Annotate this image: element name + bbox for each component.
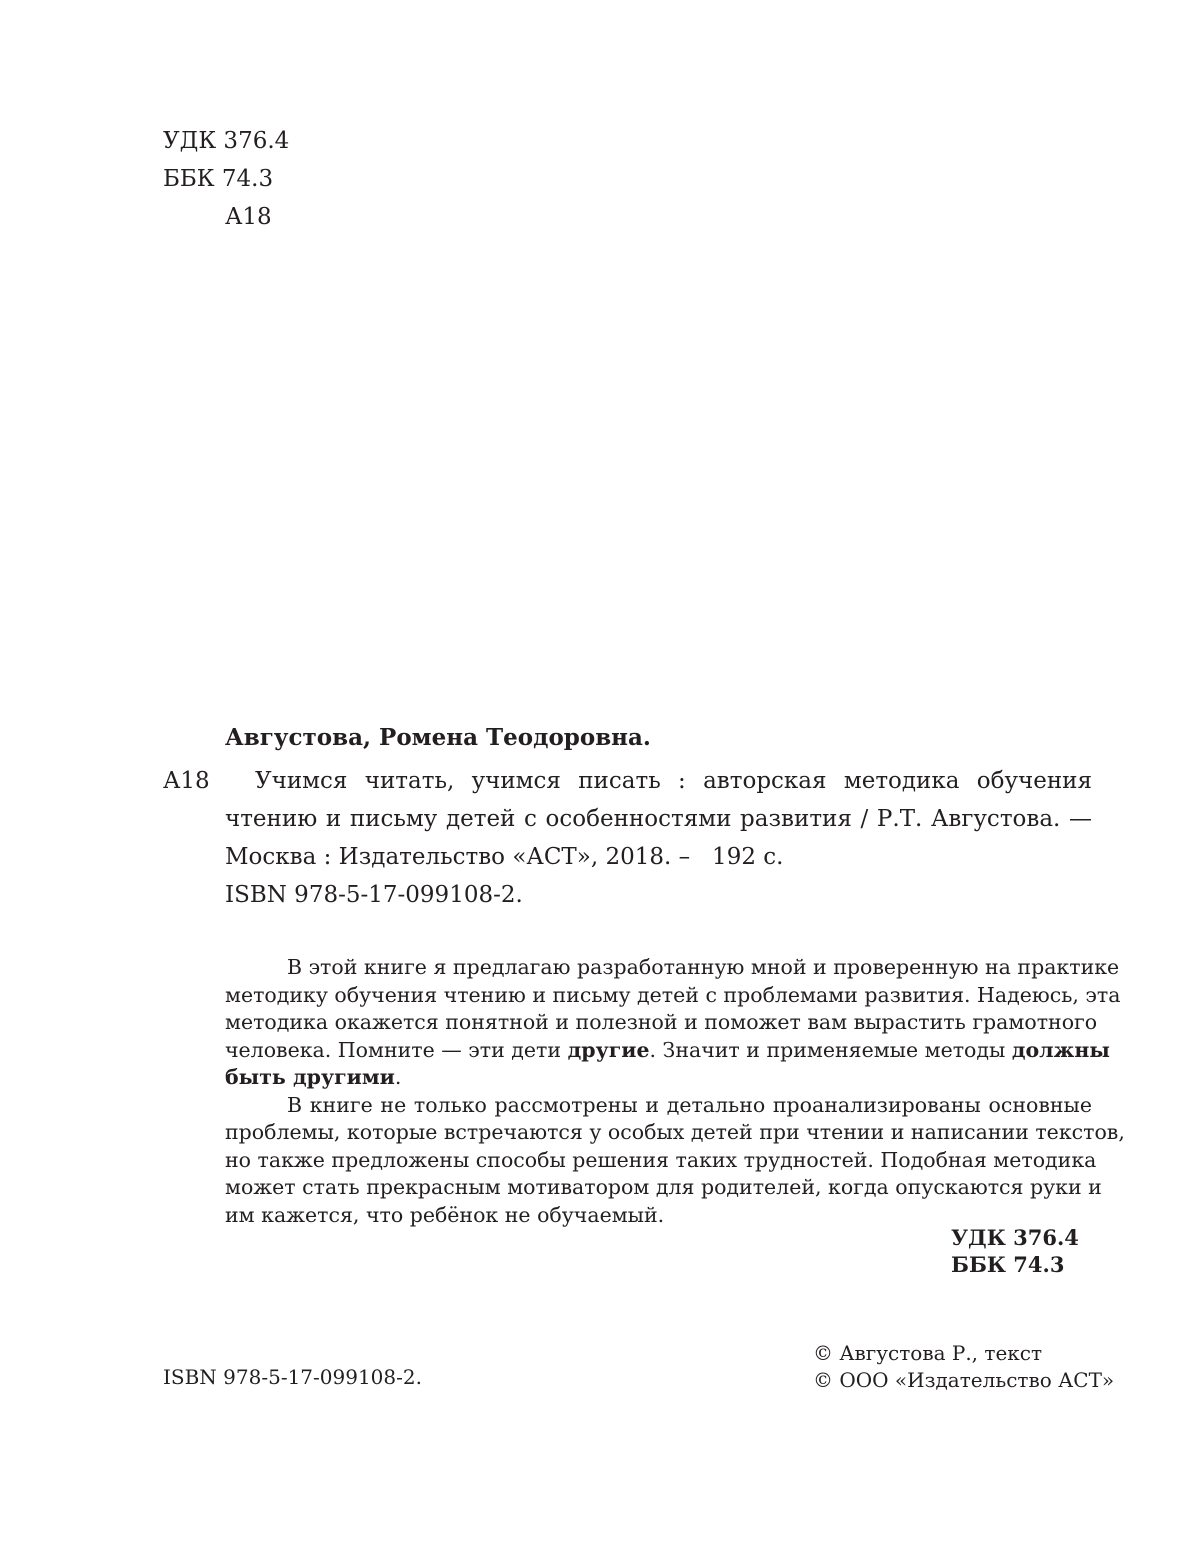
bold-bbk-code: ББК 74.3 <box>951 1252 1065 1277</box>
annotation-text: . <box>394 1065 402 1089</box>
isbn: ISBN 978-5-17-099108-2. <box>163 1365 422 1389</box>
annotation-emphasis: должны <box>1011 1037 1110 1062</box>
annotation-p2-line: но также предложены способы решения таких трудностей. Подобная методика <box>225 1147 1097 1172</box>
record-line-publisher: Москва : Издательство «АСТ», 2018. – 192 с. <box>225 844 784 870</box>
udk-code: УДК 376.4 <box>163 128 290 154</box>
bold-udk-code: УДК 376.4 <box>951 1225 1079 1250</box>
annotation-emphasis: другие <box>567 1037 650 1062</box>
record-author-mark: А18 <box>163 768 210 794</box>
record-author: Августова, Ромена Теодоровна. <box>225 724 651 751</box>
copyright-author: © Августова Р., текст <box>813 1341 1043 1365</box>
annotation-p2-line: В книге не только рассмотрены и детально проанализированы основные <box>287 1092 1092 1117</box>
annotation-p1-line: В этой книге я предлагаю разработанную мной и проверенную на практике <box>287 955 1120 979</box>
annotation-p2-line: проблемы, которые встречаются у особых детей при чтении и написании текстов, <box>225 1120 1125 1144</box>
copyright <box>813 1340 1114 1394</box>
annotation-text: . Значит и применяемые методы <box>649 1037 1012 1062</box>
annotation-p2-line: им кажется, что ребёнок не обучаемый. <box>225 1202 665 1227</box>
annotation-p1-line: методику обучения чтению и письму детей с проблемами развития. Надеюсь, эта <box>225 982 1121 1007</box>
record-line-title: Учимся читать, учимся писать : авторская методика обучения <box>255 768 1092 794</box>
author-mark: А18 <box>225 204 272 230</box>
record-description <box>225 762 1092 914</box>
annotation-p1-line: методика окажется понятной и полезной и поможет вам вырастить грамотного <box>225 1010 1098 1034</box>
annotation-text: человека. Помните — эти дети <box>225 1037 568 1062</box>
annotation <box>225 954 1125 1229</box>
record-line-subtitle: чтению и письму детей с особенностями развития / Р.Т. Августова. — <box>225 806 1092 832</box>
copyright-publisher: © ООО «Издательство АСТ» <box>813 1368 1115 1392</box>
bbk-code: ББК 74.3 <box>163 166 274 192</box>
annotation-p1-line <box>225 1064 1092 1092</box>
annotation-p1-line <box>225 1037 1110 1065</box>
bold-codes <box>951 1224 1079 1278</box>
annotation-emphasis: быть другими <box>225 1065 395 1089</box>
annotation-p2-line: может стать прекрасным мотиватором для родителей, когда опускаются руки и <box>225 1175 1102 1199</box>
record-line-isbn: ISBN 978-5-17-099108-2. <box>225 882 523 908</box>
